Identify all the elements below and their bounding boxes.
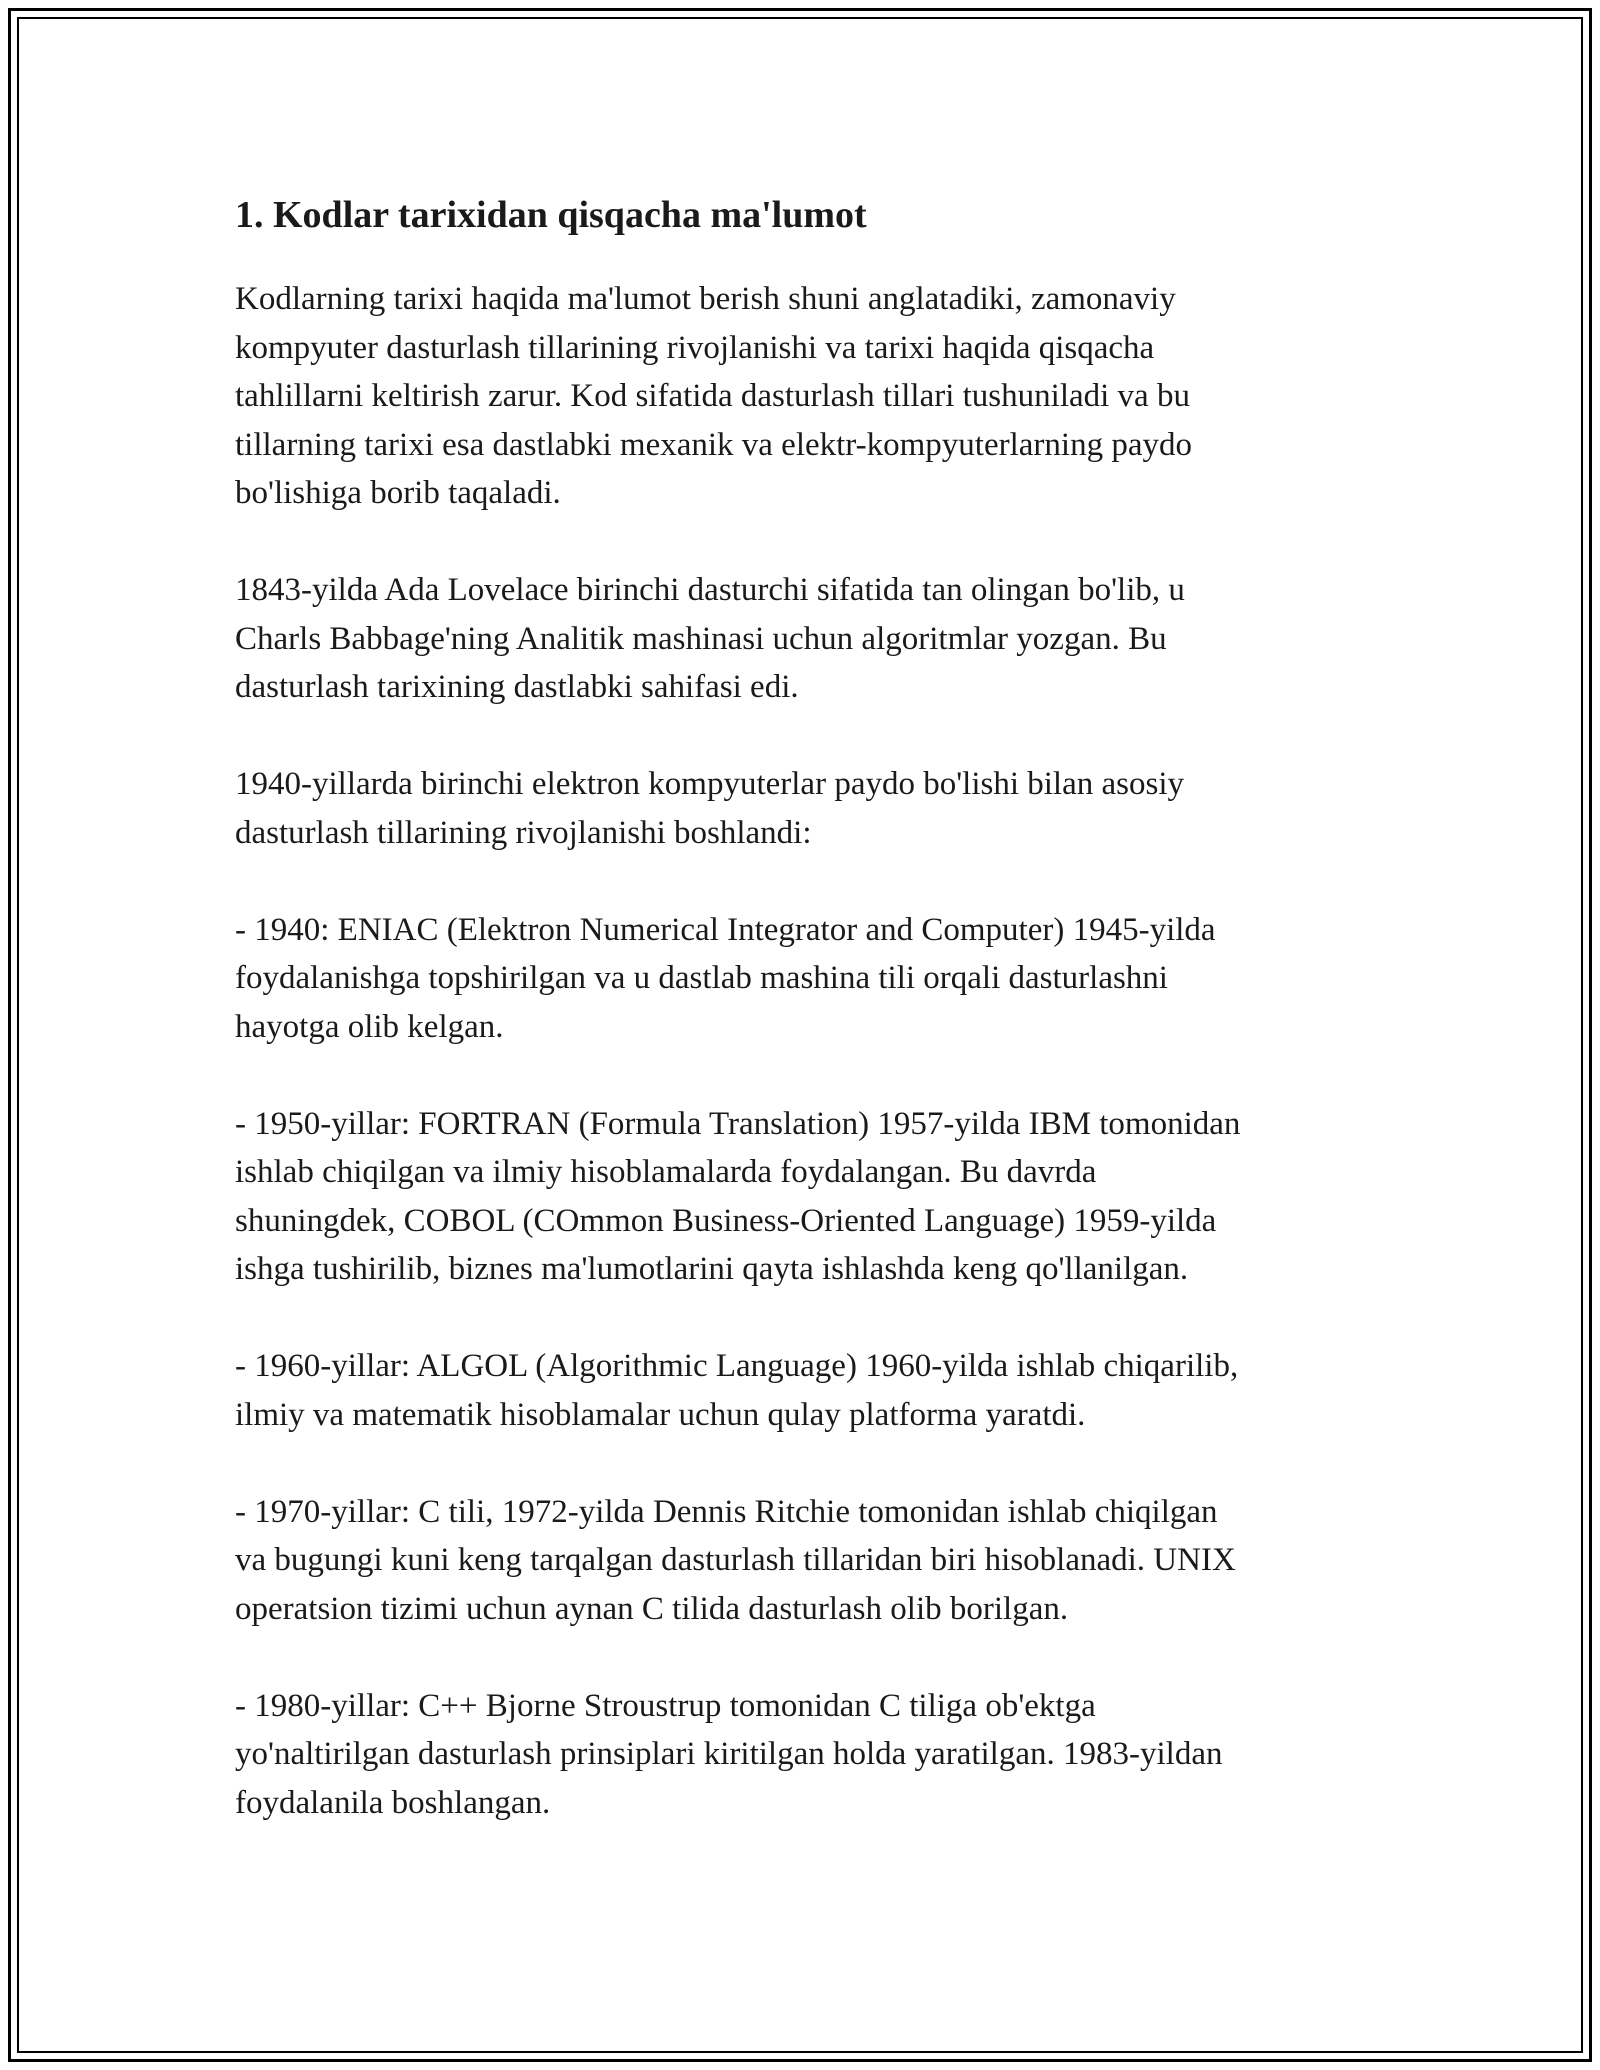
paragraph-line: foydalanila boshlangan. [235,1784,551,1821]
paragraph-line: - 1950-yillar: FORTRAN (Formula Translation) 1957-yilda IBM tomonidan [235,1105,1241,1142]
list-item-1950s [235,1100,1385,1294]
list-item-1970s [235,1488,1385,1634]
paragraph-line: 1843-yilda Ada Lovelace birinchi dasturchi sifatida tan olingan bo'lib, u [235,572,1185,608]
paragraph-line: va bugungi kuni keng tarqalgan dasturlash tillaridan biri hisoblanadi. UNIX [235,1542,1236,1578]
paragraph-line: tahlillarni keltirish zarur. Kod sifatida dasturlash tillari tushuniladi va bu [235,378,1190,414]
paragraph-line: ishlab chiqilgan va ilmiy hisoblamalarda foydalangan. Bu davrda [235,1154,1097,1190]
paragraph-line: dasturlash tarixining dastlabki sahifasi edi. [235,669,799,705]
list-item-1940 [235,906,1385,1052]
paragraph-line: ishga tushirilib, biznes ma'lumotlarini qayta ishlashda keng qo'llanilgan. [235,1251,1189,1287]
paragraph-line: Kodlarning tarixi haqida ma'lumot berish shuni anglatadiki, zamonaviy [235,281,1176,317]
paragraph-1940s [235,760,1385,857]
paragraph-line: kompyuter dasturlash tillarining rivojlanishi va tarixi haqida qisqacha [235,329,1155,366]
paragraph-line: foydalanishga topshirilgan va u dastlab mashina tili orqali dasturlashni [235,960,1168,996]
paragraph-line: tillarning tarixi esa dastlabki mexanik va elektr-kompyuterlarning paydo [235,426,1192,463]
paragraph-line: Charls Babbage'ning Analitik mashinasi uchun algoritmlar yozgan. Bu [235,620,1167,657]
paragraph-intro [235,275,1385,518]
paragraph-line: shuningdek, COBOL (COmmon Business-Oriented Language) 1959-yilda [235,1202,1217,1239]
paragraph-ada-lovelace [235,566,1385,712]
list-item-1960s [235,1342,1385,1439]
document-body [235,185,1385,1876]
paragraph-line: - 1970-yillar: C tili, 1972-yilda Dennis Ritchie tomonidan ishlab chiqilgan [235,1493,1218,1530]
paragraph-line: ilmiy va matematik hisoblamalar uchun qulay platforma yaratdi. [235,1396,1086,1433]
paragraph-line: - 1960-yillar: ALGOL (Algorithmic Language) 1960-yilda ishlab chiqarilib, [235,1348,1239,1384]
paragraph-line: 1940-yillarda birinchi elektron kompyuterlar paydo bo'lishi bilan asosiy [235,766,1184,802]
paragraph-line: operatsion tizimi uchun aynan C tilida dasturlash olib borilgan. [235,1590,1069,1627]
paragraph-line: - 1980-yillar: C++ Bjorne Stroustrup tomonidan C tiliga ob'ektga [235,1687,1096,1724]
paragraph-line: yo'naltirilgan dasturlash prinsiplari kiritilgan holda yaratilgan. 1983-yildan [235,1736,1223,1772]
paragraph-line: dasturlash tillarining rivojlanishi boshlandi: [235,814,812,851]
paragraph-line: bo'lishiga borib taqaladi. [235,475,561,511]
paragraph-line: hayotga olib kelgan. [235,1008,504,1045]
list-item-1980s [235,1682,1385,1828]
paragraph-line: - 1940: ENIAC (Elektron Numerical Integrator and Computer) 1945-yilda [235,911,1216,948]
document-title: 1. Kodlar tarixidan qisqacha ma'lumot [235,194,867,236]
